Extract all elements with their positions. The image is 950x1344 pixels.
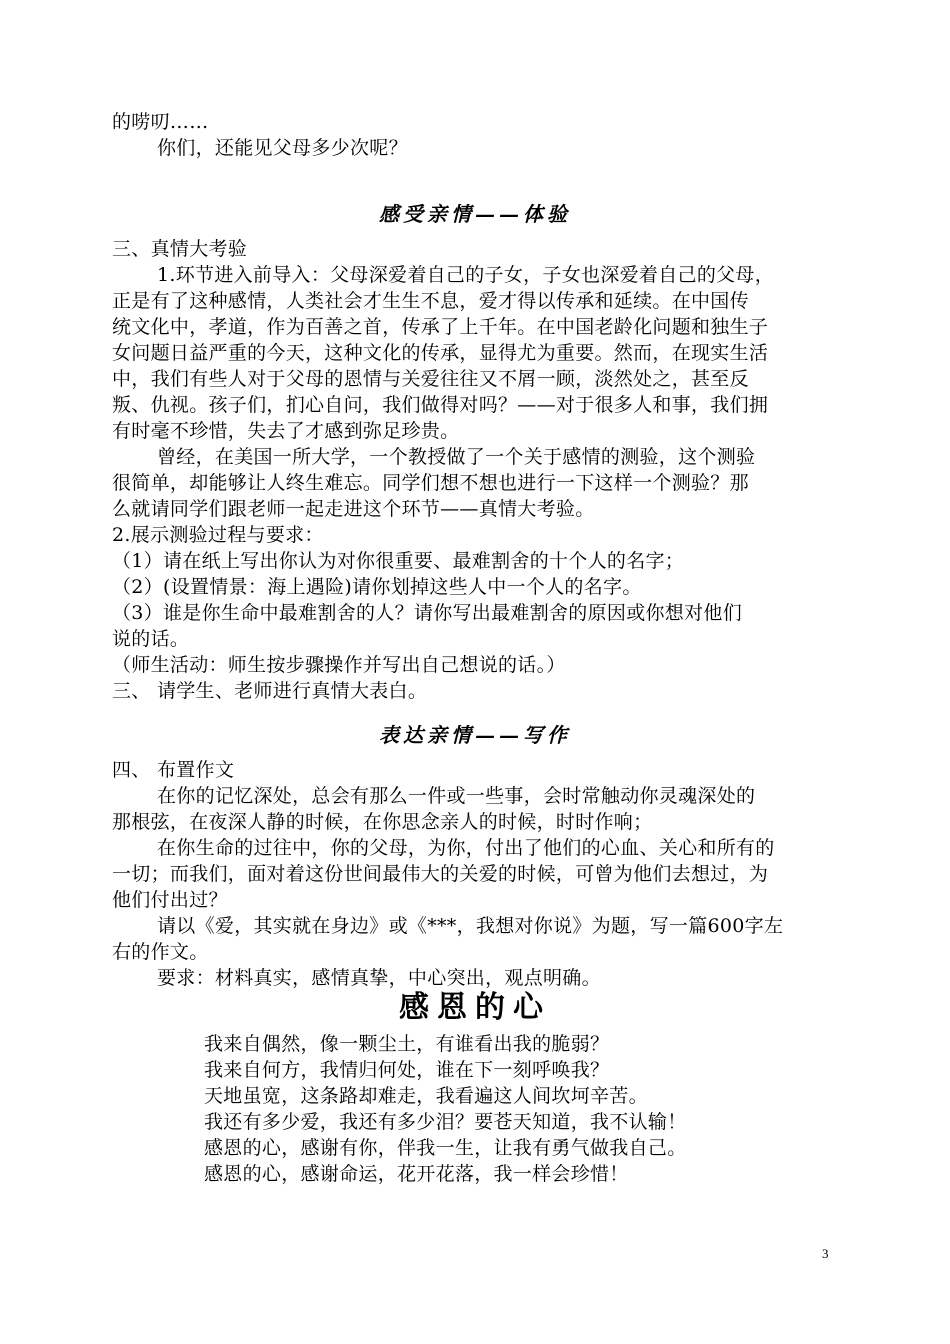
paragraph-line: 叛、仇视。孩子们，扪心自问，我们做得对吗？——对于很多人和事，我们拥 xyxy=(112,394,769,416)
part-title-confession: 三、 请学生、老师进行真情大表白。 xyxy=(112,680,428,702)
requirements-line: 要求：材料真实，感情真挚，中心突出，观点明确。 xyxy=(157,967,601,989)
paragraph-line: 右的作文。 xyxy=(112,941,209,963)
paragraph-line: 曾经，在美国一所大学，一个教授做了一个关于感情的测验，这个测验 xyxy=(157,446,756,468)
list-item: （1）请在纸上写出你认为对你很重要、最难割舍的十个人的名字； xyxy=(112,550,685,572)
song-lyric-line: 感恩的心，感谢命运，花开花落，我一样会珍惜！ xyxy=(204,1163,629,1185)
part-title-4: 四、 布置作文 xyxy=(112,759,235,781)
song-lyric-line: 我来自何方，我情归何处，谁在下一刻呼唤我？ xyxy=(204,1059,610,1081)
paragraph-line: 有时毫不珍惜，失去了才感到弥足珍贵。 xyxy=(112,420,460,442)
song-lyric-line: 感恩的心，感谢有你，伴我一生，让我有勇气做我自己。 xyxy=(204,1137,687,1159)
intro-line-1: 的唠叨…… xyxy=(112,111,209,133)
paragraph-line: 很简单，却能够让人终生难忘。同学们想不想也进行一下这样一个测验？那 xyxy=(112,472,749,494)
paragraph-line: 在你生命的过往中，你的父母，为你，付出了他们的心血、关心和所有的 xyxy=(157,837,775,859)
song-lyric-line: 我还有多少爱，我还有多少泪？要苍天知道，我不认输！ xyxy=(204,1111,687,1133)
paragraph-line: 在你的记忆深处，总会有那么一件或一些事，会时常触动你灵魂深处的 xyxy=(157,785,756,807)
page-number: 3 xyxy=(822,1246,829,1261)
list-item: （2）(设置情景：海上遇险)请你划掉这些人中一个人的名字。 xyxy=(112,576,642,598)
song-lyric-line: 我来自偶然，像一颗尘土，有谁看出我的脆弱？ xyxy=(204,1033,610,1055)
song-lyric-line: 天地虽宽，这条路却难走，我看遍这人间坎坷辛苦。 xyxy=(204,1085,648,1107)
song-title: 感恩的心 xyxy=(399,990,551,1025)
paragraph-line: 1.环节进入前导入：父母深爱着自己的子女，子女也深爱着自己的父母， xyxy=(157,264,775,286)
section-heading-experience: 感受亲情——体验 xyxy=(379,202,571,226)
section-heading-writing: 表达亲情——写作 xyxy=(379,723,571,747)
paragraph-line: 2.展示测验过程与要求： xyxy=(112,524,324,546)
activity-note: （师生活动：师生按步骤操作并写出自己想说的话。） xyxy=(112,654,566,676)
paragraph-line: 么就请同学们跟老师一起走进这个环节——真情大考验。 xyxy=(112,498,595,520)
paragraph-line: 中，我们有些人对于父母的恩情与关爱往往又不屑一顾，淡然处之，甚至反 xyxy=(112,368,749,390)
paragraph-line: 那根弦，在夜深人静的时候，在你思念亲人的时候，时时作响； xyxy=(112,811,653,833)
part-title-3: 三、真情大考验 xyxy=(112,238,248,260)
paragraph-line: 请以《爱，其实就在身边》或《***，我想对你说》为题，写一篇600字左 xyxy=(157,915,784,937)
paragraph-line: 统文化中，孝道，作为百善之首，传承了上千年。在中国老龄化问题和独生子 xyxy=(112,316,769,338)
list-item: （3）谁是你生命中最难割舍的人？请你写出最难割舍的原因或你想对他们 xyxy=(112,602,742,624)
intro-line-2: 你们，还能见父母多少次呢？ xyxy=(157,137,408,159)
paragraph-line: 女问题日益严重的今天，这种文化的传承，显得尤为重要。然而，在现实生活 xyxy=(112,342,769,364)
list-item: 说的话。 xyxy=(112,628,190,650)
paragraph-line: 一切；而我们，面对着这份世间最伟大的关爱的时候，可曾为他们去想过，为 xyxy=(112,863,769,885)
paragraph-line: 正是有了这种感情，人类社会才生生不息，爱才得以传承和延续。在中国传 xyxy=(112,290,749,312)
paragraph-line: 他们付出过？ xyxy=(112,889,228,911)
